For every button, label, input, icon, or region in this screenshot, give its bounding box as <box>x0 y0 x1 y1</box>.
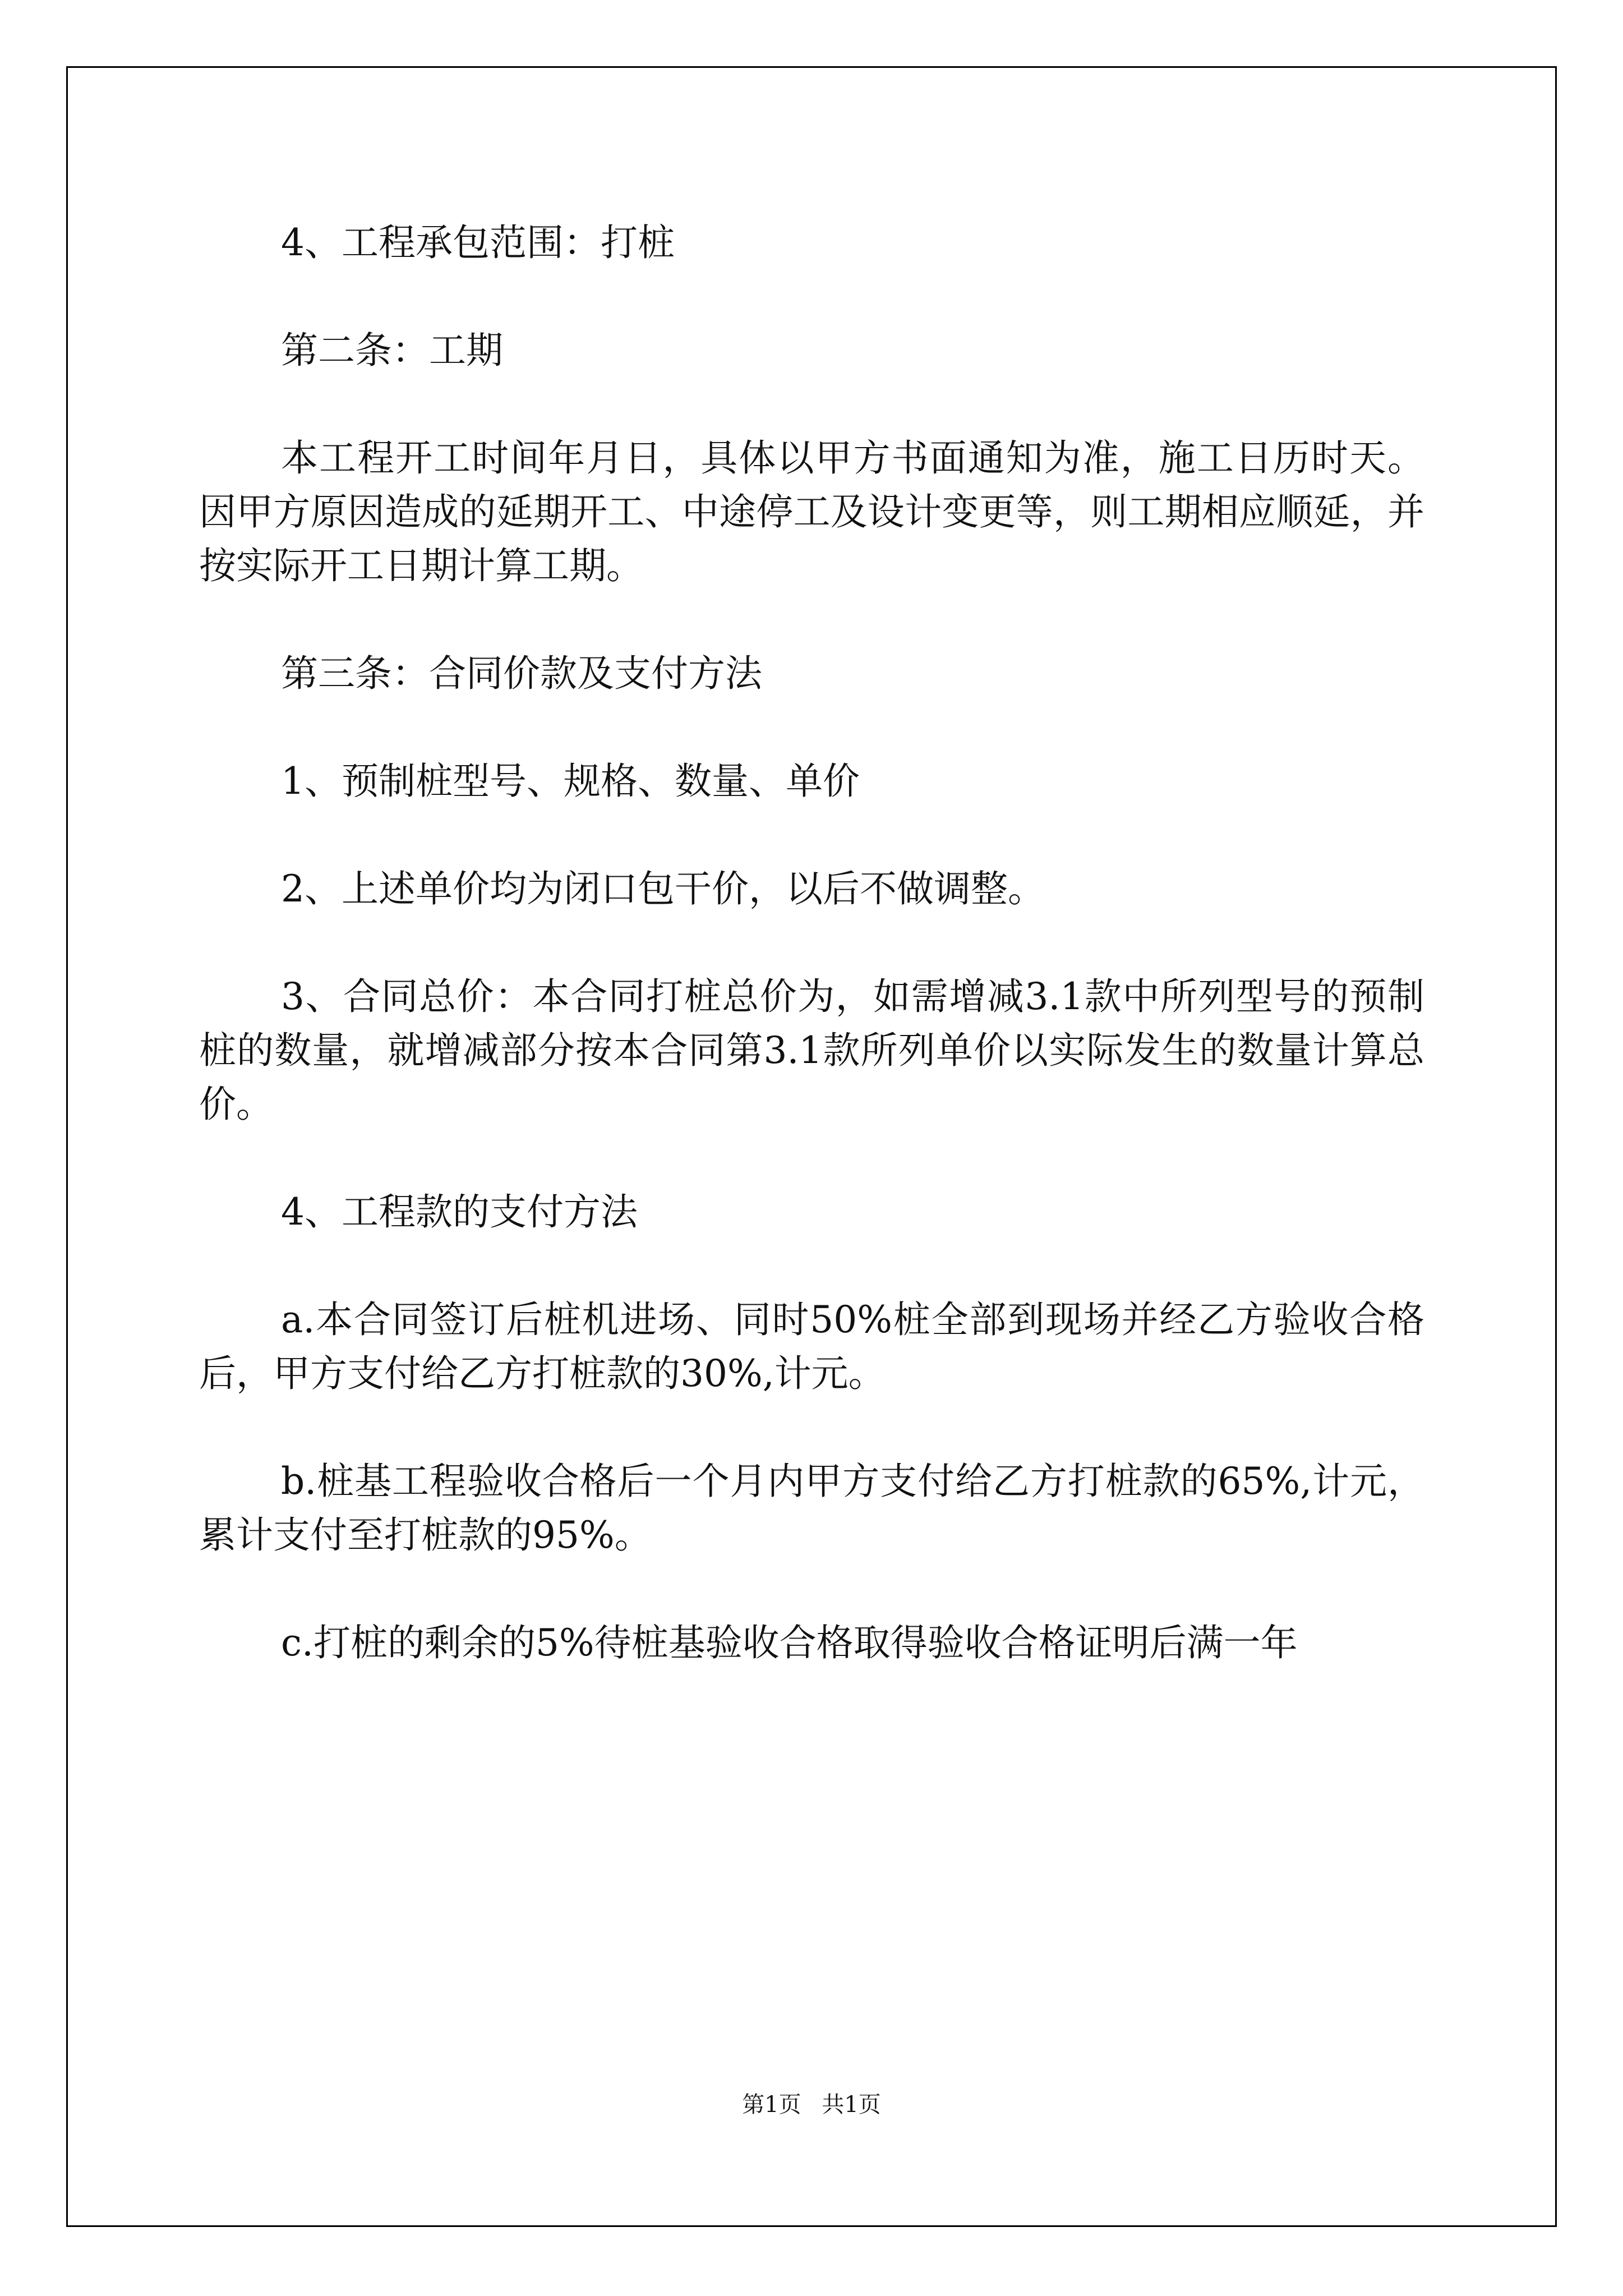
paragraph-payment-b: b.桩基工程验收合格后一个月内甲方支付给乙方打桩款的65%,计元，累计支付至打桩款的95%。 <box>199 1460 1424 1557</box>
paragraph-scope: 4、工程承包范围：打桩 <box>281 221 675 264</box>
page-footer <box>0 2087 1623 2119</box>
paragraph-payment-c: c.打桩的剩余的5%待桩基验收合格取得验收合格证明后满一年 <box>281 1621 1298 1664</box>
page-number: 第1页 <box>742 2092 801 2118</box>
paragraph-payment-method: 4、工程款的支付方法 <box>281 1190 638 1234</box>
paragraph-unit-price: 2、上述单价均为闭口包干价，以后不做调整。 <box>281 867 1045 910</box>
heading-article-3: 第三条：合同价款及支付方法 <box>281 652 762 695</box>
paragraph-total-price: 3、合同总价：本合同打桩总价为，如需增减3.1款中所列型号的预制桩的数量，就增减部分按本合同第3.1款所列单价以实际发生的数量计算总价。 <box>199 975 1424 1126</box>
paragraph-payment-a: a.本合同签订后桩机进场、同时50%桩全部到现场并经乙方验收合格后，甲方支付给乙方打桩款的30%,计元。 <box>199 1298 1424 1395</box>
heading-article-2: 第二条：工期 <box>281 329 503 372</box>
page-count: 共1页 <box>822 2092 881 2118</box>
paragraph-schedule: 本工程开工时间年月日，具体以甲方书面通知为准，施工日历时天。因甲方原因造成的延期开工、中途停工及设计变更等，则工期相应顺延，并按实际开工日期计算工期。 <box>199 436 1424 587</box>
paragraph-pile-spec: 1、预制桩型号、规格、数量、单价 <box>281 760 860 803</box>
document-body <box>199 216 1424 1670</box>
